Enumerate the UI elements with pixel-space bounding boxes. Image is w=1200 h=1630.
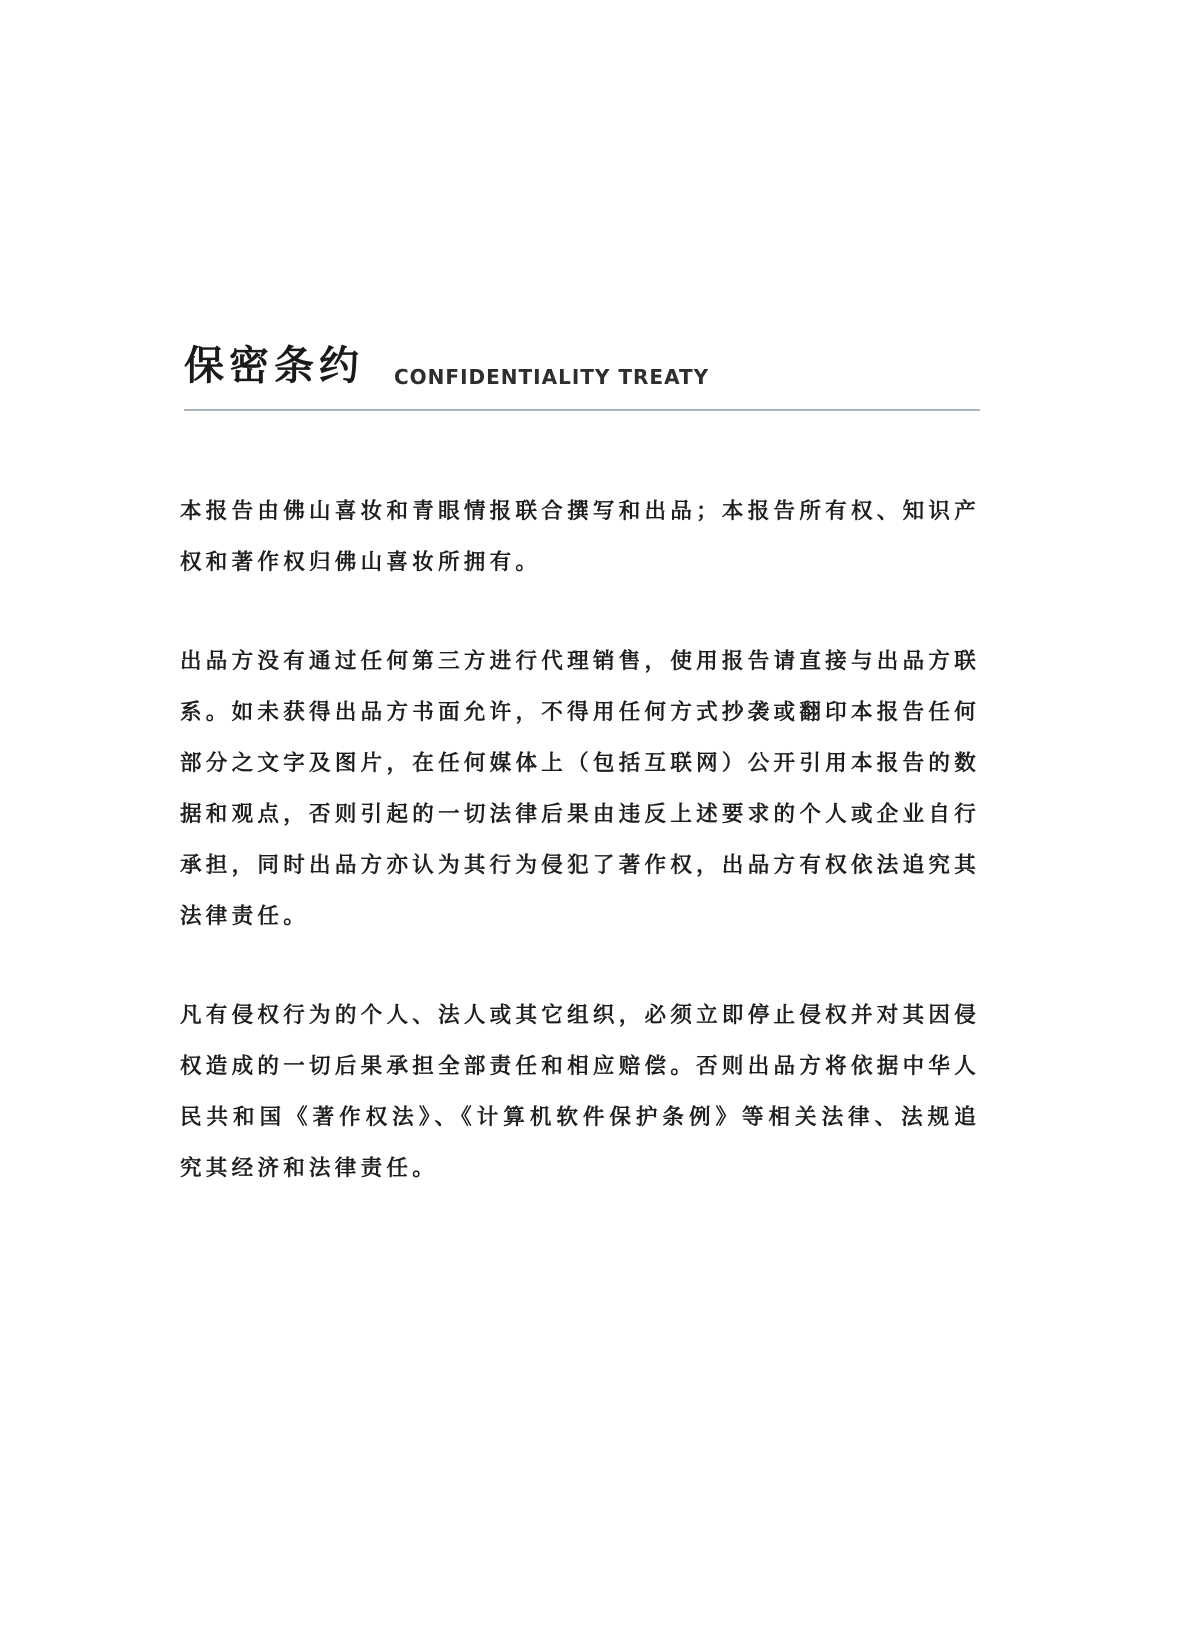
paragraph-ownership: 本报告由佛山喜妆和青眼情报联合撰写和出品；本报告所有权、知识产权和著作权归佛山喜妆所拥有。 — [180, 499, 980, 575]
paragraph-usage-restrictions: 出品方没有通过任何第三方进行代理销售，使用报告请直接与出品方联系。如未获得出品方书面允许，不得用任何方式抄袭或翻印本报告任何部分之文字及图片，在任何媒体上（包括互联网）公开引用本报告的数据和观点，否则引起的一切法律后果由违反上述要求的个人或企业自行承担，同时出品方亦认为其行为侵犯了著作权，出品方有权依法追究其法律责任。 — [180, 649, 980, 929]
paragraph-infringement-liability: 凡有侵权行为的个人、法人或其它组织，必须立即停止侵权并对其因侵权造成的一切后果承担全部责任和相应赔偿。否则出品方将依据中华人民共和国《著作权法》、《计算机软件保护条例》等相关法律、法规追究其经济和法律责任。 — [180, 1003, 980, 1181]
header-divider — [184, 409, 980, 411]
page-subtitle-english: CONFIDENTIALITY TREATY — [394, 365, 710, 389]
page-title: 保密条约 — [184, 343, 364, 389]
page-header — [184, 332, 980, 402]
document-body — [180, 486, 980, 1242]
